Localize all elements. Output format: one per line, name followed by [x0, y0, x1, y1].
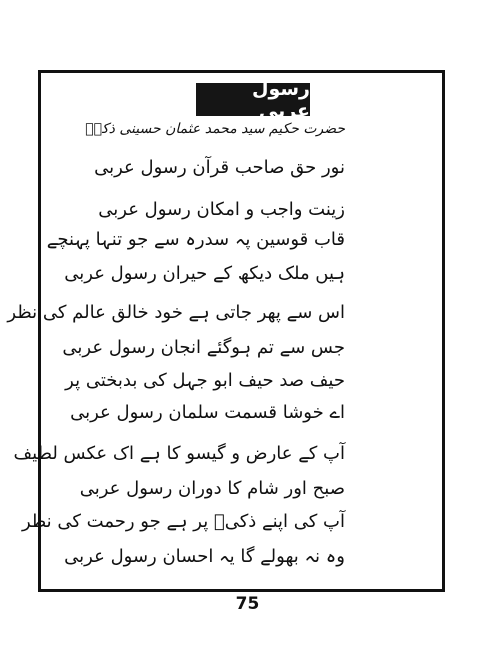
poet-name: حضرت حکیم سید محمد عثمان حسینی ذکیؔ	[85, 121, 345, 137]
page-number: 75	[235, 594, 260, 614]
verse-line-2: زینت واجب و امکان رسول عربی	[98, 199, 345, 220]
verse-line-12: وہ نہ بھولے گا یہ احسان رسول عربی	[64, 546, 345, 567]
verse-line-1: نور حق صاحب قرآن رسول عربی	[94, 157, 345, 178]
verse-line-7: حیف صد حیف ابو جہل کی بدبختی پر	[65, 370, 345, 391]
verse-line-6: جس سے تم ہوگئے انجان رسول عربی	[62, 337, 345, 358]
poem-title: رسول عربی	[196, 83, 310, 116]
verse-line-5: اس سے پھر جاتی ہے خود خالق عالم کی نظر	[7, 302, 345, 323]
verse-line-10: صبح اور شام کا دوران رسول عربی	[79, 478, 345, 499]
verse-line-8: اے خوشا قسمت سلمان رسول عربی	[70, 402, 345, 423]
verse-line-3: قاب قوسین پہ سدرہ سے جو تنہا پہنچے	[46, 229, 345, 250]
verse-line-9: آپ کے عارض و گیسو کا ہے اک عکس لطیف	[13, 443, 345, 464]
verse-line-11: آپ کی اپنے ذکیؔ پر ہے جو رحمت کی نظر	[21, 511, 345, 532]
verse-line-4: ہیں ملک دیکھ کے حیران رسول عربی	[64, 263, 345, 284]
